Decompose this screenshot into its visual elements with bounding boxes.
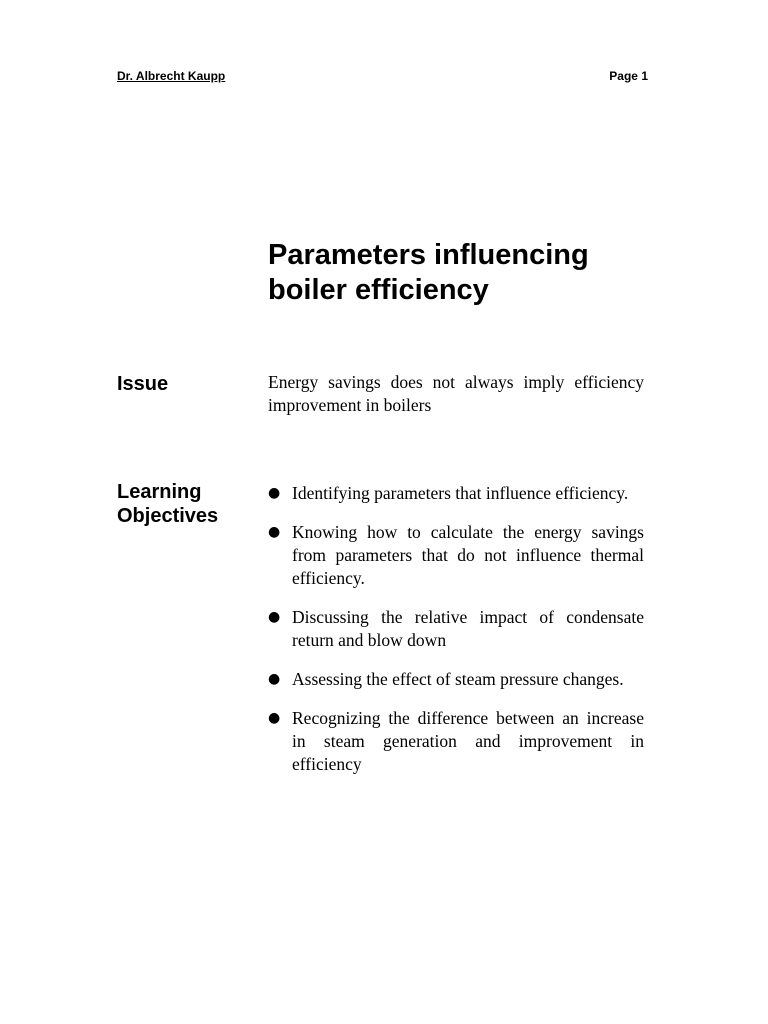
bullet-icon: ●	[268, 609, 281, 625]
bullet-icon: ●	[268, 710, 281, 726]
objective-text: Recognizing the difference between an increase in steam generation and improvement in efficiency	[292, 708, 644, 774]
bullet-icon: ●	[268, 524, 281, 540]
issue-label: Issue	[117, 373, 169, 395]
learning-objectives-label: Learning Objectives	[117, 481, 219, 527]
objective-item	[268, 606, 644, 652]
objective-item	[268, 482, 644, 505]
author-header: Dr. Albrecht Kaupp	[117, 69, 226, 83]
objective-text: Knowing how to calculate the energy savings from parameters that do not influence thermal efficiency.	[292, 522, 644, 588]
objective-item	[268, 707, 644, 776]
objective-text: Identifying parameters that influence efficiency.	[292, 483, 629, 503]
objective-text: Assessing the effect of steam pressure changes.	[292, 669, 624, 689]
objective-text: Discussing the relative impact of condensate return and blow down	[292, 607, 644, 650]
page-number: Page 1	[609, 69, 648, 83]
bullet-icon: ●	[268, 485, 281, 501]
objective-item	[268, 668, 644, 691]
issue-text: Energy savings does not always imply efficiency improvement in boilers	[268, 372, 644, 415]
objective-item	[268, 521, 644, 590]
learning-objectives-list	[268, 482, 644, 792]
bullet-icon: ●	[268, 671, 281, 687]
document-title: Parameters influencing boiler efficiency	[268, 239, 589, 306]
